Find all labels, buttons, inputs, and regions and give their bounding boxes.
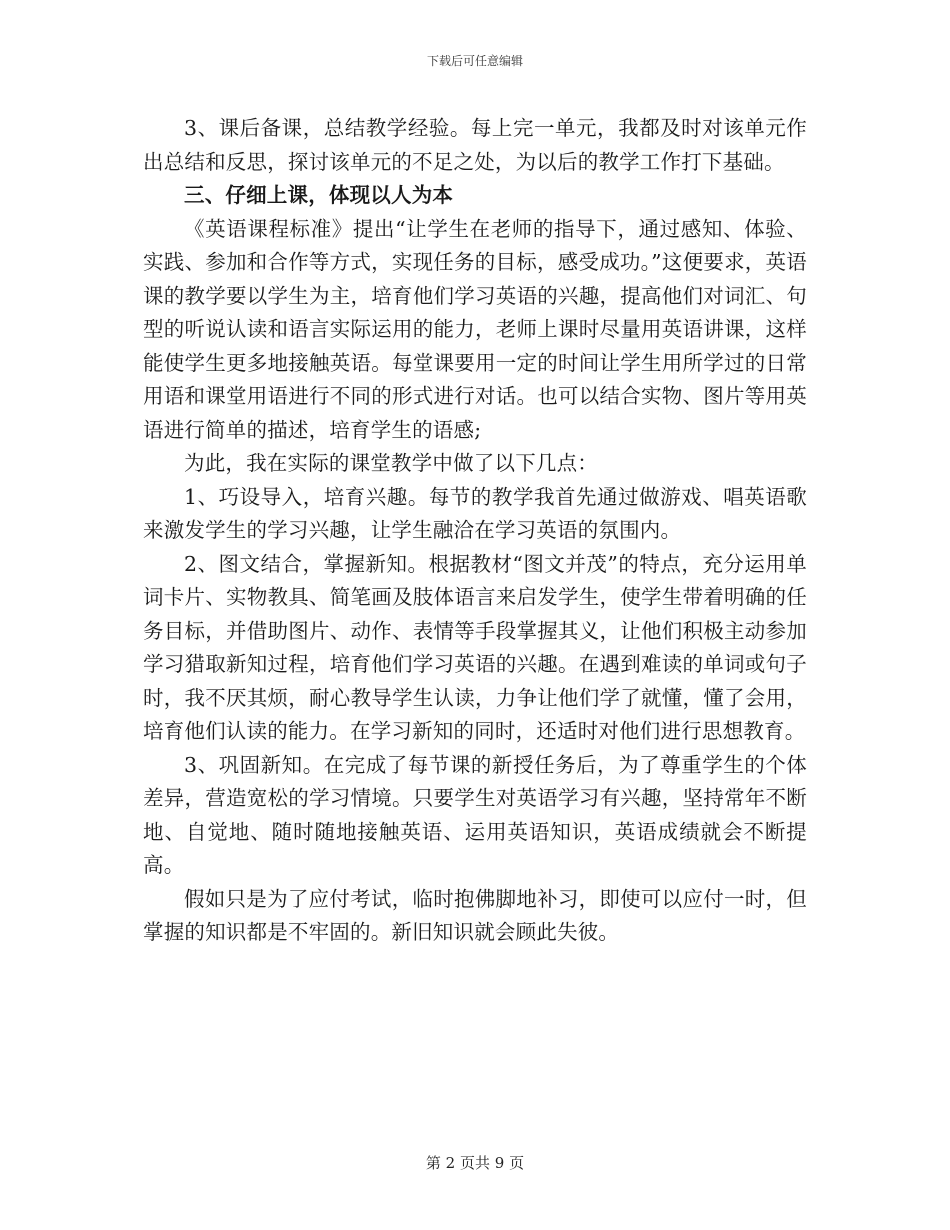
- paragraph-point-3: 3、巩固新知。在完成了每节课的新授任务后，为了尊重学生的个体差异，营造宽松的学习情境。只要学生对英语学习有兴趣，坚持常年不断地、自觉地、随时随地接触英语、运用英语知识，英语成绩就会不断提高。: [143, 752, 807, 877]
- page-header: 下载后可任意编辑: [426, 54, 523, 68]
- paragraph-point-1: 1、巧设导入，培育兴趣。每节的教学我首先通过做游戏、唱英语歌来激发学生的学习兴趣，让学生融洽在学习英语的氛围内。: [143, 484, 807, 542]
- paragraph-exam-note: 假如只是为了应付考试，临时抱佛脚地补习，即使可以应付一时，但掌握的知识都是不牢固的。新旧知识就会顾此失彼。: [143, 886, 807, 944]
- paragraph-lesson-review: 3、课后备课，总结教学经验。每上完一单元，我都及时对该单元作出总结和反思，探讨该单元的不足之处，为以后的教学工作打下基础。: [143, 116, 807, 174]
- paragraph-intro-points: 为此，我在实际的课堂教学中做了以下几点：: [184, 451, 598, 475]
- document-body: [143, 112, 807, 950]
- paragraph-point-2: 2、图文结合，掌握新知。根据教材“图文并茂”的特点，充分运用单词卡片、实物教具、简笔画及肢体语言来启发学生，使学生带着明确的任务目标，并借助图片、动作、表情等手段掌握其义，让他们积极主动参加学习猎取新知过程，培育他们学习英语的兴趣。在遇到难读的单词或句子时，我不厌其烦，耐心教导学生认读，力争让他们学了就懂，懂了会用，培育他们认读的能力。在学习新知的同时，还适时对他们进行思想教育。: [143, 551, 807, 743]
- paragraph-curriculum-standard: 《英语课程标准》提出“让学生在老师的指导下，通过感知、体验、实践、参加和合作等方式，实现任务的目标，感受成功。”这便要求，英语课的教学要以学生为主，培育他们学习英语的兴趣，提高他们对词汇、句型的听说认读和语言实际运用的能力，老师上课时尽量用英语讲课，这样能使学生更多地接触英语。每堂课要用一定的时间让学生用所学过的日常用语和课堂用语进行不同的形式进行对话。也可以结合实物、图片等用英语进行简单的描述，培育学生的语感;: [143, 216, 807, 442]
- page-footer: 第 2 页共 9 页: [425, 1154, 525, 1172]
- section-heading: 三、仔细上课，体现以人为本: [184, 183, 454, 207]
